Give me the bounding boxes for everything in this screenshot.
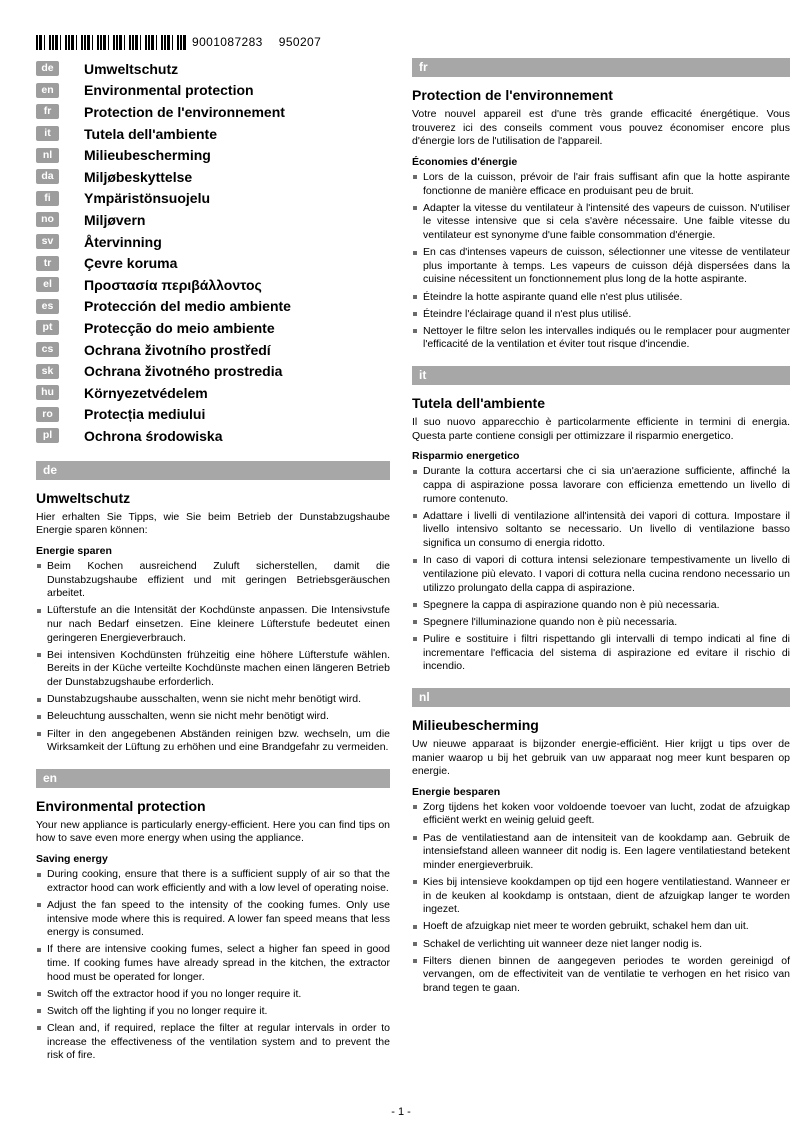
section-subheading-nl: Energie besparen [412, 785, 501, 798]
language-index-row-sk [36, 360, 390, 382]
section-subheading-it: Risparmio energetico [412, 450, 520, 463]
language-badge-pl: pl [36, 428, 59, 443]
bullet-item: Beleuchtung ausschalten, wenn sie nicht mehr benötigt wird. [36, 710, 390, 724]
section-intro-nl: Uw nieuwe apparaat is bijzonder energie-efficiënt. Hier krijgt u tips over de manier waarop u bij het gebruik van uw apparaat nog meer kunt besparen op energie. [412, 737, 790, 778]
language-badge-sv: sv [36, 234, 59, 249]
bullet-item: Adapter la vitesse du ventilateur à l'intensité des vapeurs de cuisson. N'utiliser le vitesse intensive que si cela s'avère nécessaire. Une faible vitesse du ventilateur est synonyme d'une faible consommation d'énergie. [412, 202, 790, 243]
bullet-item: Adattare i livelli di ventilazione all'intensità dei vapori di cottura. Impostare il livello intensivo soltanto se necessario. Un livello di ventilazione basso significa un consumo di energia ridotto. [412, 510, 790, 551]
bullet-list-en [36, 868, 390, 1063]
bullet-item: Kies bij intensieve kookdampen op tijd een hogere ventilatiestand. Wanneer er in de keuken al kookdamp is ontstaan, dient de afzuigkap langer te worden ingezet. [412, 876, 790, 917]
bullet-item: Spegnere l'illuminazione quando non è più necessaria. [412, 616, 790, 630]
language-index-row-no [36, 209, 390, 231]
bullet-item: Lors de la cuisson, prévoir de l'air frais suffisant afin que la hotte aspirante fonctionne de manière efficace en produisant peu de bruit. [412, 171, 790, 198]
language-index-row-cs [36, 339, 390, 361]
bullet-list-de [36, 560, 390, 755]
section-nl [412, 688, 790, 996]
bullet-item: Pulire e sostituire i filtri rispettando gli intervalli di tempo indicati al fine di incrementare l'efficacia del sistema di aspirazione ed evitare il rischio di incendio. [412, 633, 790, 674]
bullet-item: Beim Kochen ausreichend Zuluft sicherstellen, damit die Dunstabzugshaube effizient und mit geringen Betriebsgeräuschen arbeitet. [36, 560, 390, 601]
bullet-list-nl [412, 801, 790, 996]
section-heading-it: Tutela dell'ambiente [412, 395, 545, 412]
language-badge-fr: fr [36, 104, 59, 119]
language-badge-pt: pt [36, 320, 59, 335]
section-subheading-de: Energie sparen [36, 544, 112, 557]
language-index-row-fr [36, 101, 390, 123]
section-bar-de: de [36, 461, 390, 480]
two-column-layout [36, 58, 790, 1066]
section-en [36, 769, 390, 1063]
page-header [36, 34, 768, 50]
section-it [412, 366, 790, 674]
bullet-item: Durante la cottura accertarsi che ci sia un'aerazione sufficiente, affinché la cappa di aspirazione possa lavorare con efficienza emettendo un livello di rumore contenuto. [412, 465, 790, 506]
page-number: - 1 - [391, 1106, 411, 1118]
bullet-item: En cas d'intenses vapeurs de cuisson, sélectionner une vitesse de ventilateur plus importante à temps. Les vapeurs de cuisson déjà dispersées dans la cuisine nécessitent un fonctionnement plus long de la hotte aspirante. [412, 246, 790, 287]
bullet-item: Pas de ventilatiestand aan de intensiteit van de kookdamp aan. Gebruik de intensiefstand alleen wanneer dit nodig is. Een lagere ventilatiestand betekent minder energieverbruik. [412, 832, 790, 873]
bullet-item: Zorg tijdens het koken voor voldoende toevoer van lucht, zodat de afzuigkap efficiënt werkt en weinig geluid geeft. [412, 801, 790, 828]
language-index-row-sv [36, 231, 390, 253]
section-heading-fr: Protection de l'environnement [412, 87, 613, 103]
language-index-row-hu [36, 382, 390, 404]
section-heading-en: Environmental protection [36, 797, 206, 814]
language-title-hu: Környezetvédelem [84, 384, 208, 401]
section-bar-nl: nl [412, 688, 790, 707]
bullet-item: Filters dienen binnen de aangegeven periodes te worden gereinigd of vervangen, om de effectiviteit van de ventilatie te verhogen en het risico van brand tegen te gaan. [412, 955, 790, 996]
section-intro-it: Il suo nuovo apparecchio è particolarmente efficiente in termini di energia. Questa parte contiene consigli per ottimizzare il risparmio energetico. [412, 416, 790, 442]
language-index-row-es [36, 296, 390, 318]
language-badge-ro: ro [36, 407, 59, 422]
bullet-item: Bei intensiven Kochdünsten frühzeitig eine höhere Lüfterstufe wählen. Bereits in der Küche verteilte Kochdünste machen einen längeren Betrieb der Dunstabzugshaube erforderlich. [36, 649, 390, 690]
section-subheading-en: Saving energy [36, 853, 108, 866]
language-title-es: Protección del medio ambiente [84, 298, 291, 315]
language-badge-it: it [36, 126, 59, 141]
language-title-nl: Milieubescherming [84, 147, 211, 164]
section-bar-en: en [36, 769, 390, 788]
language-badge-tr: tr [36, 256, 59, 271]
bullet-item: Lüfterstufe an die Intensität der Kochdünste anpassen. Die Intensivstufe nur nach Bedarf einsetzen. Eine kleinere Lüfterstufe bedeutet einen geringeren Energieverbrauch. [36, 604, 390, 645]
language-index-row-da [36, 166, 390, 188]
language-title-de: Umweltschutz [84, 60, 179, 77]
bullet-item: Éteindre l'éclairage quand il n'est plus utilisé. [412, 308, 790, 322]
bullet-list-it [412, 465, 790, 673]
language-title-da: Miljøbeskyttelse [84, 168, 193, 185]
language-badge-da: da [36, 169, 59, 184]
bullet-item: Spegnere la cappa di aspirazione quando non è più necessaria. [412, 599, 790, 613]
language-index-row-it [36, 123, 390, 145]
bullet-item: Hoeft de afzuigkap niet meer te worden gebruikt, schakel hem dan uit. [412, 920, 790, 934]
language-index [36, 58, 390, 447]
language-index-row-pl [36, 425, 390, 447]
barcode [36, 35, 186, 50]
language-index-row-pt [36, 317, 390, 339]
language-title-pt: Protecção do meio ambiente [84, 319, 275, 336]
section-subheading-fr: Économies d'énergie [412, 155, 518, 168]
language-badge-el: el [36, 277, 59, 292]
language-title-sk: Ochrana životného prostredia [84, 363, 283, 380]
language-title-en: Environmental protection [84, 82, 254, 99]
section-heading-de: Umweltschutz [36, 489, 131, 506]
language-badge-es: es [36, 299, 59, 314]
section-bar-fr: fr [412, 58, 790, 77]
language-title-sv: Återvinning [84, 233, 162, 250]
language-index-row-de [36, 58, 390, 80]
left-column [36, 58, 390, 1066]
language-title-tr: Çevre koruma [84, 255, 178, 272]
language-badge-en: en [36, 83, 59, 98]
bullet-item: Filter in den angegebenen Abständen reinigen bzw. wechseln, um die Wirksamkeit der Lüftung zu erhöhen und eine Brandgefahr zu vermeiden. [36, 728, 390, 755]
bullet-item: Adjust the fan speed to the intensity of the cooking fumes. Only use intensive mode where this is required. A lower fan speed means that less energy is consumed. [36, 899, 390, 940]
language-title-pl: Ochrona środowiska [84, 427, 223, 444]
language-title-fr: Protection de l'environnement [84, 103, 285, 120]
language-title-el: Προστασία περιβάλλοντος [84, 276, 262, 293]
language-badge-fi: fi [36, 191, 59, 206]
bullet-item: Nettoyer le filtre selon les intervalles indiqués ou le remplacer pour augmenter l'efficacité de la ventilation et éviter tout risque d'incendie. [412, 325, 790, 352]
bullet-item: If there are intensive cooking fumes, select a higher fan speed in good time. If cooking fumes have already spread in the kitchen, the extractor hood must be operated for longer. [36, 943, 390, 984]
language-badge-hu: hu [36, 385, 59, 400]
language-index-row-fi [36, 188, 390, 210]
language-title-ro: Protecția mediului [84, 406, 206, 423]
bullet-item: Switch off the lighting if you no longer require it. [36, 1005, 390, 1019]
right-column [412, 58, 790, 999]
language-index-row-nl [36, 144, 390, 166]
language-badge-no: no [36, 212, 59, 227]
language-index-row-ro [36, 404, 390, 426]
barcode-number: 9001087283 [192, 35, 263, 49]
section-de [36, 461, 390, 755]
bullet-item: Switch off the extractor hood if you no longer require it. [36, 988, 390, 1002]
section-intro-fr: Votre nouvel appareil est d'une très grande efficacité énergétique. Vous trouverez ici des conseils comment vous pouvez économiser encore plus d'énergie lors de l'utilisation de l'appareil. [412, 108, 790, 148]
section-intro-en: Your new appliance is particularly energy-efficient. Here you can find tips on how to save even more energy when using the appliance. [36, 818, 390, 845]
doc-code: 950207 [278, 35, 322, 49]
section-intro-de: Hier erhalten Sie Tipps, wie Sie beim Betrieb der Dunstabzugshaube Energie sparen können: [36, 510, 390, 537]
language-index-row-tr [36, 252, 390, 274]
language-badge-cs: cs [36, 342, 59, 357]
language-title-fi: Ympäristönsuojelu [84, 190, 211, 207]
language-badge-sk: sk [36, 364, 59, 379]
language-title-no: Miljøvern [84, 211, 146, 228]
bullet-item: Dunstabzugshaube ausschalten, wenn sie nicht mehr benötigt wird. [36, 693, 390, 707]
section-heading-nl: Milieubescherming [412, 716, 539, 733]
bullet-item: In caso di vapori di cottura intensi selezionare tempestivamente un livello di ventilazione più elevato. I vapori di cottura nella cucina rendono necessario un utilizzo prolungato della cappa di aspirazione. [412, 554, 790, 595]
section-bar-it: it [412, 366, 790, 385]
bullet-item: During cooking, ensure that there is a sufficient supply of air so that the extractor hood can work efficiently and with a low level of operating noise. [36, 868, 390, 895]
bullet-list-fr [412, 171, 790, 352]
bullet-item: Clean and, if required, replace the filter at regular intervals in order to increase the effectiveness of the ventilation system and to prevent the risk of fire. [36, 1022, 390, 1063]
bullet-item: Éteindre la hotte aspirante quand elle n'est plus utilisée. [412, 291, 790, 305]
section-fr [412, 58, 790, 352]
language-index-row-en [36, 80, 390, 102]
language-index-row-el [36, 274, 390, 296]
language-badge-de: de [36, 61, 59, 76]
bullet-item: Schakel de verlichting uit wanneer deze niet langer nodig is. [412, 938, 790, 952]
language-title-cs: Ochrana životního prostředí [84, 341, 271, 358]
language-badge-nl: nl [36, 148, 59, 163]
language-title-it: Tutela dell'ambiente [84, 125, 217, 142]
